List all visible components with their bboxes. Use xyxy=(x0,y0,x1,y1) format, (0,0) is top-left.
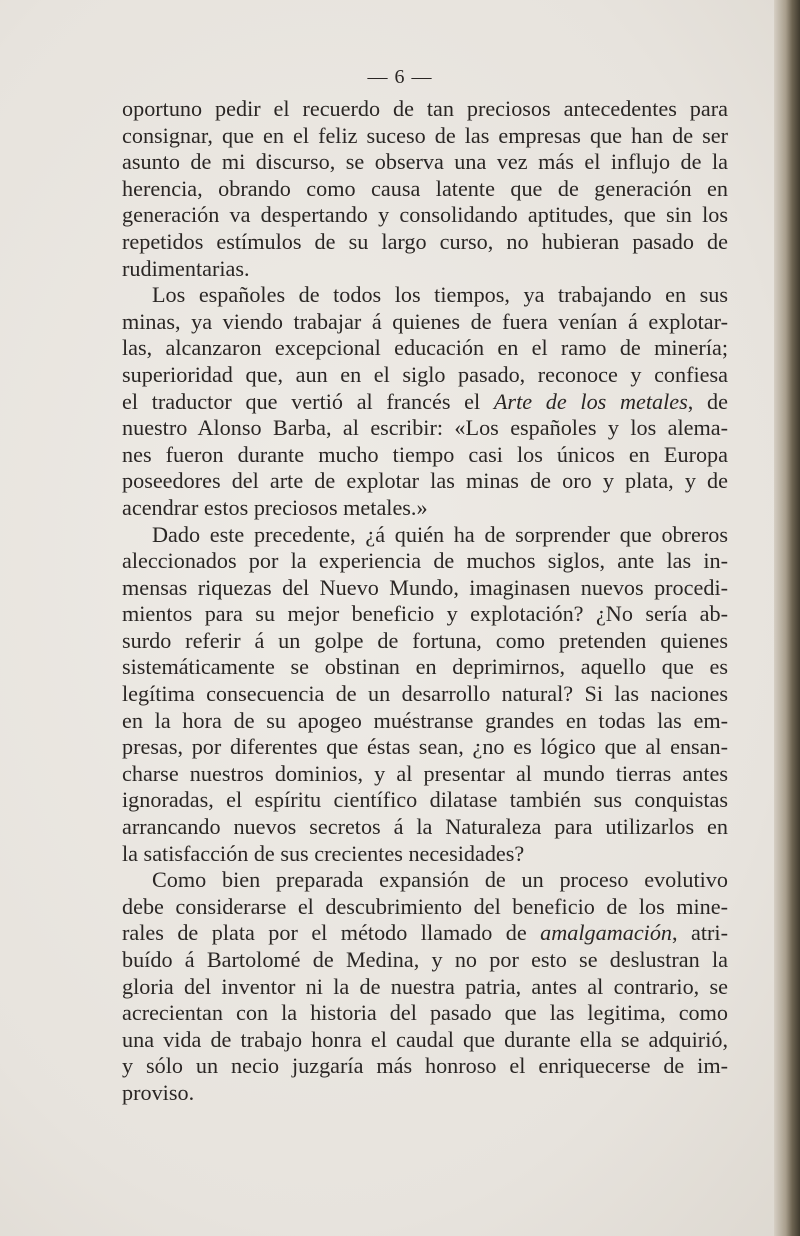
text-line: Como bien preparada expansión de un proceso evolutivo xyxy=(152,867,728,893)
text-line: charse nuestros dominios, y al presentar al mundo tierras antes xyxy=(122,760,728,786)
book-title: Arte de los metales xyxy=(493,388,688,414)
text-line: nes fueron durante mucho tiempo casi los únicos en Europa xyxy=(122,441,728,467)
text-segment: rales de plata por el método llamado de xyxy=(122,920,541,946)
text-line: consignar, que en el feliz suceso de las empresas que han de ser xyxy=(122,122,728,148)
text-line: superioridad que, aun en el siglo pasado, reconoce y confiesa xyxy=(122,361,728,387)
page-number: — 6 — xyxy=(367,66,433,88)
text-line: y sólo un necio juzgaría más honroso el enriquecerse de im- xyxy=(122,1053,728,1079)
text-line: una vida de trabajo honra el caudal que durante ella se adquirió, xyxy=(122,1026,728,1052)
text-line: asunto de mi discurso, se observa una vez más el influjo de la xyxy=(122,149,728,175)
text-line: minas, ya viendo trabajar á quienes de fuera venían á explotar- xyxy=(122,308,728,334)
text-line xyxy=(122,920,728,947)
text-line: generación va despertando y consolidando aptitudes, que sin los xyxy=(122,202,728,228)
text-line: acendrar estos preciosos metales.» xyxy=(122,494,428,520)
text-line: la satisfacción de sus crecientes necesidades? xyxy=(122,840,525,866)
text-line: surdo referir á un golpe de fortuna, como pretenden quienes xyxy=(122,627,728,653)
text-line xyxy=(122,389,728,416)
text-line: rudimentarias. xyxy=(122,255,250,281)
text-segment: , de xyxy=(687,388,728,414)
text-line: mientos para su mejor beneficio y explotación? ¿No sería ab- xyxy=(122,601,728,627)
text-line: repetidos estímulos de su largo curso, no hubieran pasado de xyxy=(122,228,728,254)
body-text xyxy=(122,96,728,1107)
text-line: poseedores del arte de explotar las minas de oro y plata, y de xyxy=(122,468,728,494)
term-italic: amalgamación xyxy=(540,920,673,946)
text-line: en la hora de su apogeo muéstranse grandes en todas las em- xyxy=(122,707,728,733)
text-line: ignoradas, el espíritu científico dilatase también sus conquistas xyxy=(122,787,728,813)
text-line: mensas riquezas del Nuevo Mundo, imaginasen nuevos procedi- xyxy=(122,574,728,600)
text-line: debe considerarse el descubrimiento del beneficio de los mine- xyxy=(122,893,728,919)
text-line: Dado este precedente, ¿á quién ha de sorprender que obreros xyxy=(152,521,728,547)
text-line: herencia, obrando como causa latente que de generación en xyxy=(122,175,728,201)
book-binding-edge xyxy=(774,0,800,1236)
text-line: aleccionados por la experiencia de muchos siglos, ante las in- xyxy=(122,548,728,574)
text-line: las, alcanzaron excepcional educación en el ramo de minería; xyxy=(122,335,728,361)
text-line: proviso. xyxy=(122,1079,195,1105)
text-line: buído á Bartolomé de Medina, y no por esto se deslustran la xyxy=(122,947,728,972)
text-line: acrecientan con la historia del pasado que las legitima, como xyxy=(122,1000,728,1026)
text-segment: , atri- xyxy=(672,920,728,946)
text-line: nuestro Alonso Barba, al escribir: «Los españoles y los alema- xyxy=(122,415,728,441)
text-line: oportuno pedir el recuerdo de tan preciosos antecedentes para xyxy=(122,96,728,121)
text-segment: el traductor que vertió al francés el xyxy=(122,388,494,414)
text-line: legítima consecuencia de un desarrollo natural? Si las naciones xyxy=(122,681,728,707)
text-line: presas, por diferentes que éstas sean, ¿no es lógico que al ensan- xyxy=(122,734,728,760)
text-line: arrancando nuevos secretos á la Naturaleza para utilizarlos en xyxy=(122,814,728,840)
text-line: gloria del inventor ni la de nuestra patria, antes al contrario, se xyxy=(122,973,728,999)
text-line: Los españoles de todos los tiempos, ya trabajando en sus xyxy=(152,282,728,308)
text-line: sistemáticamente se obstinan en deprimirnos, aquello que es xyxy=(122,654,728,680)
